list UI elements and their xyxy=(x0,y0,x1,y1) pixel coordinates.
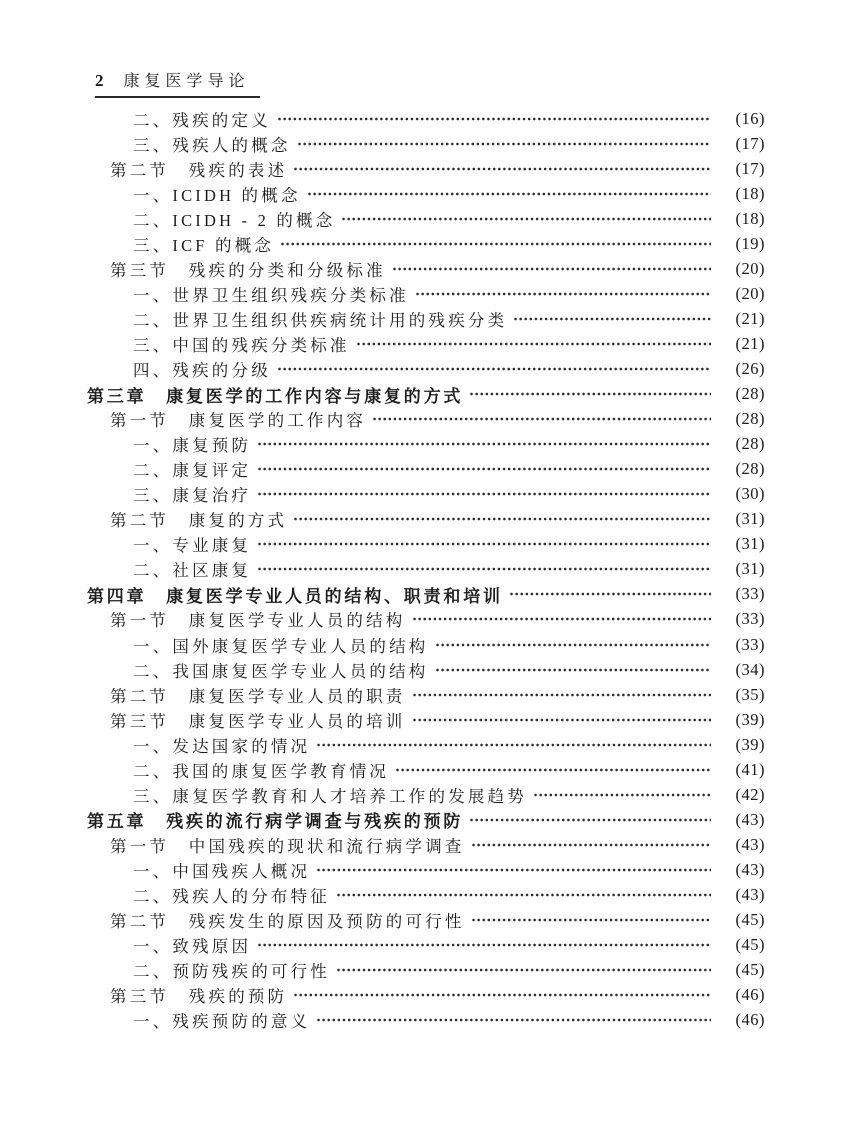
toc-entry xyxy=(87,682,765,707)
toc-entry-page: (17) xyxy=(735,158,765,178)
toc-entry-page: (39) xyxy=(735,709,765,729)
dotted-leader xyxy=(414,286,711,302)
toc-entry-title: 三、残疾人的概念 xyxy=(133,135,291,155)
dotted-leader xyxy=(411,611,712,627)
dotted-leader xyxy=(470,837,711,853)
dotted-leader xyxy=(256,486,711,502)
toc-entry xyxy=(87,432,765,457)
toc-entry-title: 一、发达国家的情况 xyxy=(133,736,311,756)
dotted-leader xyxy=(292,161,711,177)
toc-entry-title: 二、残疾的定义 xyxy=(133,110,271,130)
dotted-leader xyxy=(276,361,711,377)
toc-entry xyxy=(87,206,765,231)
toc-entry-title: 一、残疾预防的意义 xyxy=(133,1012,311,1032)
toc-entry-page: (20) xyxy=(735,258,765,278)
toc-entry-title: 二、我国的康复医学教育情况 xyxy=(133,761,390,781)
dotted-leader xyxy=(371,411,711,427)
toc-entry-title: 二、预防残疾的可行性 xyxy=(133,962,330,982)
toc-entry xyxy=(87,256,765,281)
dotted-leader xyxy=(468,386,711,402)
dotted-leader xyxy=(306,186,711,202)
toc-entry-title: 第二节 康复医学专业人员的职责 xyxy=(110,686,406,706)
toc-entry-title: 一、致残原因 xyxy=(133,937,252,957)
toc-entry xyxy=(87,857,765,882)
toc-entry xyxy=(87,231,765,256)
dotted-leader xyxy=(276,111,711,127)
dotted-leader xyxy=(279,236,711,252)
dotted-leader xyxy=(315,862,711,878)
toc-entry-page: (17) xyxy=(735,133,765,153)
toc-entry-page: (21) xyxy=(735,333,765,353)
toc-entry xyxy=(87,382,765,407)
toc-entry xyxy=(87,983,765,1008)
toc-entry xyxy=(87,958,765,983)
header-book-title: 康复医学导论 xyxy=(123,73,250,90)
toc-entry-title: 一、ICIDH 的概念 xyxy=(133,185,301,205)
toc-entry-page: (46) xyxy=(735,1010,765,1030)
toc-entry-page: (43) xyxy=(735,884,765,904)
toc-entry xyxy=(87,131,765,156)
toc-entry-page: (39) xyxy=(735,734,765,754)
toc-entry xyxy=(87,933,765,958)
toc-entry xyxy=(87,908,765,933)
toc-entry xyxy=(87,331,765,356)
page-header xyxy=(95,68,260,98)
toc-entry-page: (43) xyxy=(735,809,765,829)
dotted-leader xyxy=(508,586,711,602)
dotted-leader xyxy=(315,737,711,753)
toc-entry-title: 第二节 残疾发生的原因及预防的可行性 xyxy=(110,912,465,932)
dotted-leader xyxy=(411,712,712,728)
toc-entry-page: (45) xyxy=(735,910,765,930)
toc-entry xyxy=(87,582,765,607)
toc-entry-page: (20) xyxy=(735,283,765,303)
dotted-leader xyxy=(470,912,711,928)
toc-entry-title: 三、ICF 的概念 xyxy=(133,235,275,255)
toc-entry-page: (28) xyxy=(735,434,765,454)
toc-entry xyxy=(87,632,765,657)
dotted-leader xyxy=(340,211,711,227)
toc-entry xyxy=(87,507,765,532)
toc-entry-page: (19) xyxy=(735,233,765,253)
dotted-leader xyxy=(315,1012,711,1028)
table-of-contents xyxy=(87,106,765,1033)
toc-entry-page: (31) xyxy=(735,509,765,529)
toc-entry xyxy=(87,882,765,907)
toc-entry-title: 二、ICIDH - 2 的概念 xyxy=(133,210,336,230)
toc-entry-title: 第二节 康复的方式 xyxy=(110,511,288,531)
dotted-leader xyxy=(394,762,711,778)
toc-entry-title: 第一节 中国残疾的现状和流行病学调查 xyxy=(110,836,465,856)
toc-entry xyxy=(87,482,765,507)
toc-entry-page: (42) xyxy=(735,784,765,804)
toc-entry-title: 一、中国残疾人概况 xyxy=(133,861,311,881)
toc-entry-title: 一、国外康复医学专业人员的结构 xyxy=(133,636,429,656)
dotted-leader xyxy=(411,687,712,703)
toc-entry-title: 第一节 康复医学的工作内容 xyxy=(110,411,367,431)
toc-entry-page: (35) xyxy=(735,684,765,704)
header-page-number: 2 xyxy=(95,71,104,90)
toc-entry xyxy=(87,832,765,857)
toc-entry-page: (34) xyxy=(735,659,765,679)
toc-entry xyxy=(87,306,765,331)
dotted-leader xyxy=(256,461,711,477)
toc-entry-page: (43) xyxy=(735,834,765,854)
toc-entry-title: 一、专业康复 xyxy=(133,536,252,556)
dotted-leader xyxy=(532,787,711,803)
toc-entry-title: 一、康复预防 xyxy=(133,436,252,456)
toc-entry xyxy=(87,782,765,807)
toc-entry-page: (16) xyxy=(735,108,765,128)
toc-entry-page: (18) xyxy=(735,208,765,228)
toc-entry-page: (43) xyxy=(735,859,765,879)
toc-entry-page: (28) xyxy=(735,409,765,429)
toc-entry-title: 第四章 康复医学专业人员的结构、职责和培训 xyxy=(87,586,503,606)
toc-entry-title: 二、世界卫生组织供疾病统计用的残疾分类 xyxy=(133,310,508,330)
toc-entry-page: (33) xyxy=(735,609,765,629)
toc-entry-title: 二、康复评定 xyxy=(133,461,252,481)
toc-entry-page: (30) xyxy=(735,484,765,504)
toc-entry-page: (46) xyxy=(735,985,765,1005)
toc-entry-title: 二、残疾人的分布特征 xyxy=(133,886,330,906)
toc-entry-page: (28) xyxy=(735,459,765,479)
toc-entry-page: (45) xyxy=(735,935,765,955)
toc-entry-page: (21) xyxy=(735,308,765,328)
toc-entry-page: (28) xyxy=(735,384,765,404)
toc-entry-title: 四、残疾的分级 xyxy=(133,360,271,380)
dotted-leader xyxy=(391,261,711,277)
toc-entry-title: 第三章 康复医学的工作内容与康复的方式 xyxy=(87,386,464,406)
toc-entry-title: 第三节 残疾的分类和分级标准 xyxy=(110,260,386,280)
dotted-leader xyxy=(468,812,711,828)
dotted-leader xyxy=(355,336,711,352)
toc-entry-page: (33) xyxy=(735,584,765,604)
toc-entry-title: 一、世界卫生组织残疾分类标准 xyxy=(133,285,409,305)
toc-entry-page: (26) xyxy=(735,358,765,378)
toc-entry xyxy=(87,181,765,206)
toc-entry-title: 二、我国康复医学专业人员的结构 xyxy=(133,661,429,681)
toc-entry-page: (31) xyxy=(735,534,765,554)
dotted-leader xyxy=(256,937,711,953)
toc-entry-page: (45) xyxy=(735,960,765,980)
toc-entry xyxy=(87,457,765,482)
dotted-leader xyxy=(512,311,711,327)
toc-entry-title: 三、中国的残疾分类标准 xyxy=(133,335,350,355)
toc-entry xyxy=(87,532,765,557)
toc-entry-title: 第三节 残疾的预防 xyxy=(110,987,288,1007)
dotted-leader xyxy=(434,662,712,678)
toc-entry-title: 第五章 残疾的流行病学调查与残疾的预防 xyxy=(87,812,464,832)
dotted-leader xyxy=(292,987,711,1003)
toc-entry xyxy=(87,732,765,757)
toc-entry xyxy=(87,281,765,306)
dotted-leader xyxy=(335,887,711,903)
toc-entry xyxy=(87,607,765,632)
toc-entry-page: (33) xyxy=(735,634,765,654)
dotted-leader xyxy=(256,536,711,552)
toc-entry xyxy=(87,407,765,432)
toc-entry-title: 第一节 康复医学专业人员的结构 xyxy=(110,611,406,631)
dotted-leader xyxy=(256,561,711,577)
toc-entry-title: 第三节 康复医学专业人员的培训 xyxy=(110,711,406,731)
dotted-leader xyxy=(296,136,711,152)
toc-entry-page: (41) xyxy=(735,759,765,779)
dotted-leader xyxy=(256,436,711,452)
toc-entry xyxy=(87,707,765,732)
toc-entry xyxy=(87,156,765,181)
dotted-leader xyxy=(335,962,711,978)
toc-entry-title: 三、康复治疗 xyxy=(133,486,252,506)
toc-entry xyxy=(87,356,765,381)
toc-entry-page: (18) xyxy=(735,183,765,203)
toc-entry xyxy=(87,557,765,582)
toc-entry-title: 第二节 残疾的表述 xyxy=(110,160,288,180)
toc-entry xyxy=(87,757,765,782)
toc-entry xyxy=(87,106,765,131)
toc-entry xyxy=(87,807,765,832)
toc-entry xyxy=(87,1008,765,1033)
dotted-leader xyxy=(434,637,712,653)
toc-entry-title: 三、康复医学教育和人才培养工作的发展趋势 xyxy=(133,786,527,806)
toc-entry-page: (31) xyxy=(735,559,765,579)
dotted-leader xyxy=(292,511,711,527)
toc-entry-title: 二、社区康复 xyxy=(133,561,252,581)
toc-entry xyxy=(87,657,765,682)
